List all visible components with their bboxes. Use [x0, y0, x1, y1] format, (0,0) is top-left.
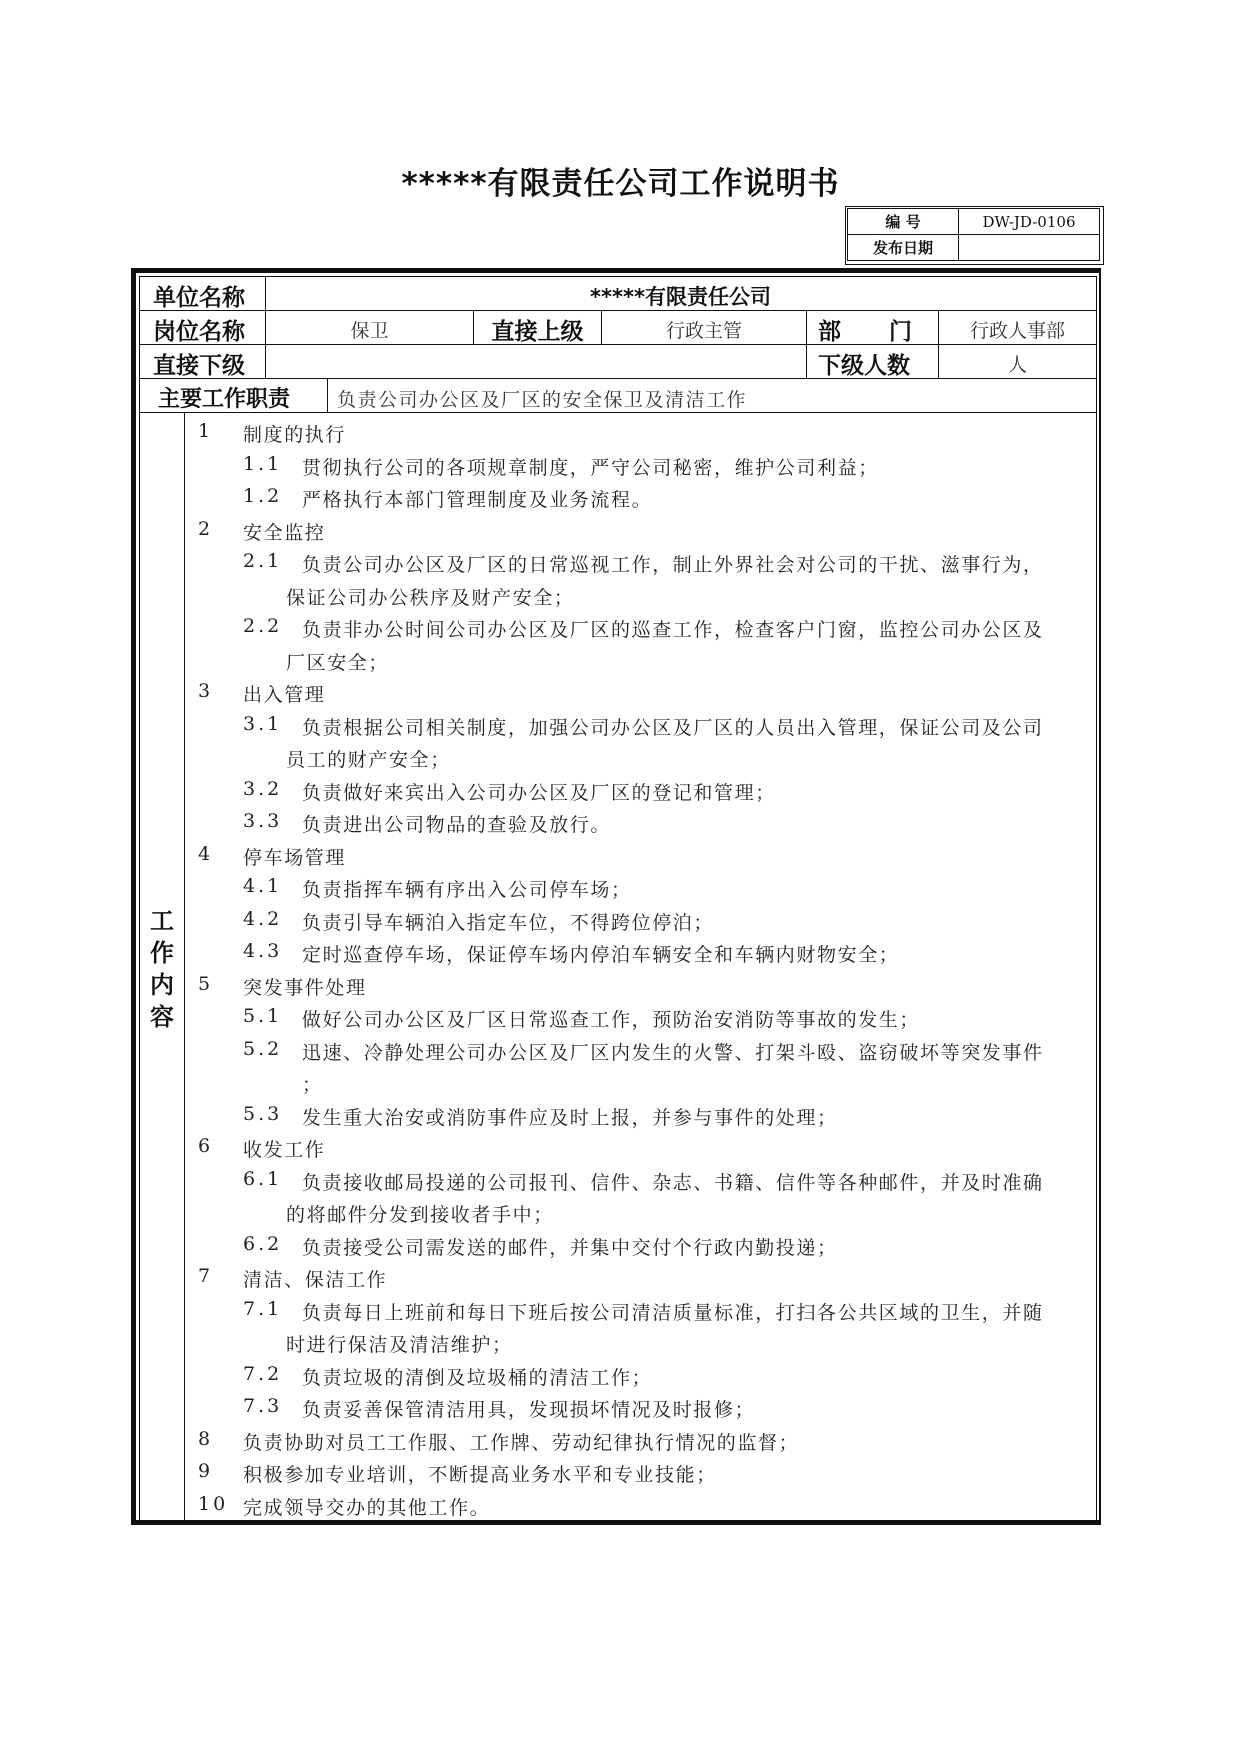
superior-value: 行政主管 [665, 320, 742, 342]
content-line-text: 收发工作 [243, 1139, 326, 1161]
content-line-text: 制度的执行 [243, 424, 347, 446]
col-divider [806, 310, 807, 378]
content-line-text: 突发事件处理 [243, 976, 367, 999]
work-content-char: 容 [150, 1003, 174, 1031]
content-line-number: 7.3 [243, 1395, 283, 1417]
main-duty-label: 主要工作职责 [158, 387, 291, 412]
work-content-char: 内 [150, 971, 174, 999]
content-line-number: 4 [198, 842, 214, 865]
content-line-text: 负责协助对员工工作服、工作牌、劳动纪律执行情况的监督； [243, 1431, 800, 1454]
work-content-char: 工 [150, 907, 174, 935]
content-line-text: 做好公司办公区及厂区日常巡查工作，预防治安消防等事故的发生； [302, 1009, 921, 1031]
content-line-text: 负责指挥车辆有序出入公司停车场； [302, 879, 632, 901]
content-line-number: 3.1 [243, 712, 283, 735]
content-line-text: 负责接受公司需发送的邮件，并集中交付个行政内勤投递； [302, 1236, 838, 1259]
content-line-number: 8 [198, 1427, 214, 1450]
unit-name-value: *****有限责任公司 [590, 285, 771, 309]
content-line-text: 员工的财产安全； [286, 749, 451, 771]
position-value: 保卫 [350, 320, 389, 342]
content-line-text: 负责非办公时间公司办公区及厂区的巡查工作，检查客户门窗，监控公司办公区及 [302, 619, 1044, 641]
content-line-text: 严格执行本部门管理制度及业务流程。 [302, 489, 653, 511]
content-line-text: 出入管理 [243, 684, 326, 706]
col-divider [184, 412, 185, 1521]
row-divider [139, 378, 1096, 379]
content-line-text: 负责根据公司相关制度，加强公司办公区及厂区的人员出入管理，保证公司及公司 [302, 716, 1044, 739]
content-line-text: 负责做好来宾出入公司办公区及厂区的登记和管理； [302, 781, 776, 804]
content-line-number: 9 [198, 1460, 214, 1482]
content-line-number: 7.1 [243, 1297, 283, 1320]
department-label: 部 门 [818, 319, 913, 345]
content-line-text: 负责垃圾的清倒及垃圾桶的清洁工作； [302, 1366, 653, 1389]
content-line-text: 负责每日上班前和每日下班后按公司清洁质量标准，打扫各公共区域的卫生，并随 [302, 1301, 1044, 1324]
content-line-text: ； [302, 1074, 323, 1096]
content-line-number: 2 [198, 517, 214, 540]
subordinate-count-label: 下级人数 [818, 353, 910, 379]
code-value: DW-JD-0106 [959, 209, 1100, 235]
page-title: *****有限责任公司工作说明书 [401, 166, 840, 202]
content-line-text: 完成领导交办的其他工作。 [243, 1496, 491, 1519]
content-line-text: 清洁、保洁工作 [243, 1269, 388, 1291]
main-duty-value: 负责公司办公区及厂区的安全保卫及清洁工作 [337, 389, 748, 411]
content-line-text: 迅速、冷静处理公司办公区及厂区内发生的火警、打架斗殴、盗窃破坏等突发事件 [302, 1041, 1044, 1064]
content-line-number: 3.2 [243, 777, 283, 800]
content-line-number: 2.1 [243, 550, 283, 572]
content-line-number: 4.3 [243, 940, 283, 962]
content-line-text: 定时巡查停车场，保证停车场内停泊车辆安全和车辆内财物安全； [302, 944, 900, 966]
content-line-text: 厂区安全； [286, 651, 390, 674]
content-line-text: 负责公司办公区及厂区的日常巡视工作，制止外界社会对公司的干扰、滋事行为， [302, 554, 1044, 576]
content-line-number: 3 [198, 680, 214, 702]
unit-name-label: 单位名称 [153, 285, 245, 311]
position-label: 岗位名称 [153, 319, 245, 345]
content-line-number: 7 [198, 1265, 214, 1287]
content-line-number: 5.2 [243, 1037, 283, 1060]
content-line-number: 7.2 [243, 1362, 283, 1385]
content-line-number: 2.2 [243, 615, 283, 637]
content-line-number: 1.2 [243, 485, 283, 507]
superior-label: 直接上级 [491, 319, 584, 345]
content-line-number: 10 [198, 1492, 229, 1515]
content-line-number: 6 [198, 1135, 214, 1157]
content-line-text: 负责引导车辆泊入指定车位，不得跨位停泊； [302, 911, 715, 934]
inner-left-border [139, 276, 140, 1521]
content-line-number: 4.1 [243, 875, 283, 897]
document-meta-table [847, 208, 1100, 261]
col-divider [327, 378, 328, 412]
content-line-text: 负责妥善保管清洁用具，发现损坏情况及时报修； [302, 1399, 756, 1421]
content-line-text: 负责进出公司物品的查验及放行。 [302, 814, 612, 836]
content-line-text: 的将邮件分发到接收者手中； [286, 1204, 554, 1226]
work-content-char: 作 [150, 939, 174, 967]
department-value: 行政人事部 [969, 320, 1065, 342]
content-line-text: 积极参加专业培训，不断提高业务水平和专业技能； [243, 1464, 717, 1486]
content-line-number: 5.3 [243, 1102, 283, 1125]
content-line-text: 负责接收邮局投递的公司报刊、信件、杂志、书籍、信件等各种邮件，并及时准确 [302, 1171, 1044, 1194]
subordinate-label: 直接下级 [153, 353, 245, 379]
row-divider [139, 344, 1096, 345]
subordinate-count-value: 人 [1007, 354, 1027, 376]
content-line-number: 5 [198, 972, 214, 995]
content-line-number: 5.1 [243, 1005, 283, 1027]
inner-top-border [139, 276, 1096, 277]
content-line-number: 6.1 [243, 1167, 283, 1190]
content-line-number: 3.3 [243, 810, 283, 832]
date-value [959, 235, 1100, 261]
date-label: 发布日期 [848, 235, 959, 261]
content-line-number: 4.2 [243, 907, 283, 930]
content-line-text: 安全监控 [243, 521, 326, 544]
work-content-label [149, 905, 175, 1033]
content-line-text: 发生重大治安或消防事件应及时上报，并参与事件的处理； [302, 1106, 838, 1129]
content-line-text: 贯彻执行公司的各项规章制度，严守公司秘密，维护公司利益； [302, 456, 879, 479]
code-label: 编 号 [848, 209, 959, 235]
content-line-text: 保证公司办公秩序及财产安全； [286, 586, 575, 609]
content-line-text: 停车场管理 [243, 846, 347, 869]
content-line-number: 1.1 [243, 452, 283, 475]
content-line-number: 6.2 [243, 1232, 283, 1255]
content-line-text: 时进行保洁及清洁维护； [286, 1334, 513, 1356]
inner-right-border [1096, 276, 1097, 1521]
content-line-number: 1 [198, 420, 214, 442]
